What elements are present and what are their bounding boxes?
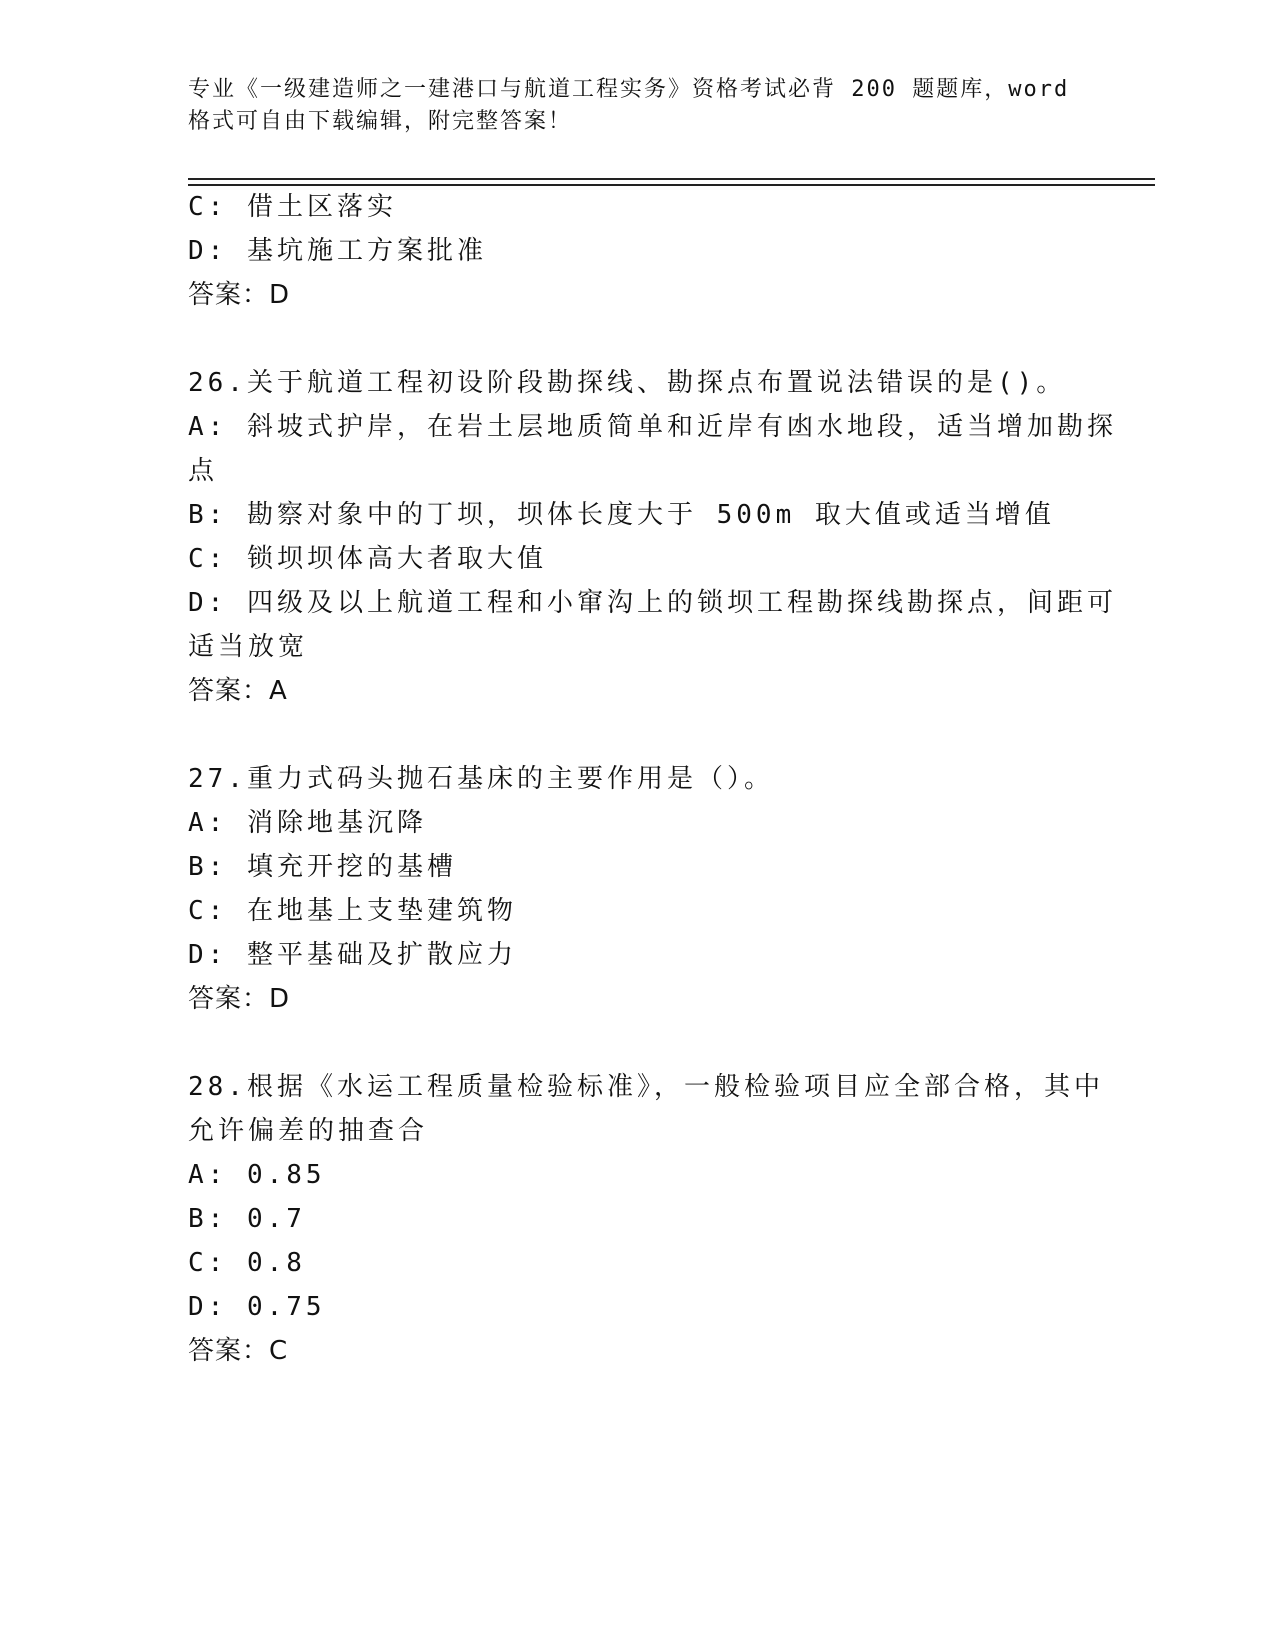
q28-option-a: A: 0.85: [188, 1160, 326, 1190]
q27-option-a: A: 消除地基沉降: [188, 808, 427, 838]
q25-option-d: D: 基坑施工方案批准: [188, 236, 487, 266]
header-divider-bottom: [188, 184, 1155, 186]
q28-option-c: C: 0.8: [188, 1248, 306, 1278]
q27-option-d: D: 整平基础及扩散应力: [188, 940, 517, 970]
header-divider-top: [188, 178, 1155, 180]
q28-option-d: D: 0.75: [188, 1292, 326, 1322]
q27-answer: 答案：D: [188, 984, 291, 1014]
q26-option-b: B: 勘察对象中的丁坝，坝体长度大于 500m 取大值或适当增值: [188, 500, 1055, 530]
q25-answer: 答案：D: [188, 280, 291, 310]
q26-option-c: C: 锁坝坝体高大者取大值: [188, 544, 547, 574]
q27-option-c: C: 在地基上支垫建筑物: [188, 896, 517, 926]
q27-option-b: B: 填充开挖的基槽: [188, 852, 457, 882]
q25-option-c: C: 借土区落实: [188, 192, 397, 222]
q26-option-a-line-2: 点: [188, 456, 219, 486]
q27-question: 27.重力式码头抛石基床的主要作用是（）。: [188, 764, 774, 794]
q26-answer: 答案：A: [188, 676, 288, 706]
document-header: [188, 74, 1088, 138]
q28-answer: 答案：C: [188, 1336, 289, 1366]
q28-question-line-1: 28.根据《水运工程质量检验标准》，一般检验项目应全部合格，其中: [188, 1072, 1104, 1102]
q28-question-line-2: 允许偏差的抽查合: [188, 1116, 429, 1146]
q26-option-a-line-1: A: 斜坡式护岸，在岩土层地质简单和近岸有凼水地段，适当增加勘探: [188, 412, 1117, 442]
q28-option-b: B: 0.7: [188, 1204, 306, 1234]
q26-option-d-line-1: D: 四级及以上航道工程和小窜沟上的锁坝工程勘探线勘探点，间距可: [188, 588, 1117, 618]
header-line-1: 专业《一级建造师之一建港口与航道工程实务》资格考试必背 200 题题库，word: [188, 77, 1070, 102]
q26-question: 26.关于航道工程初设阶段勘探线、勘探点布置说法错误的是()。: [188, 368, 1067, 398]
header-line-2: 格式可自由下载编辑，附完整答案！: [188, 109, 573, 134]
q26-option-d-line-2: 适当放宽: [188, 632, 309, 662]
